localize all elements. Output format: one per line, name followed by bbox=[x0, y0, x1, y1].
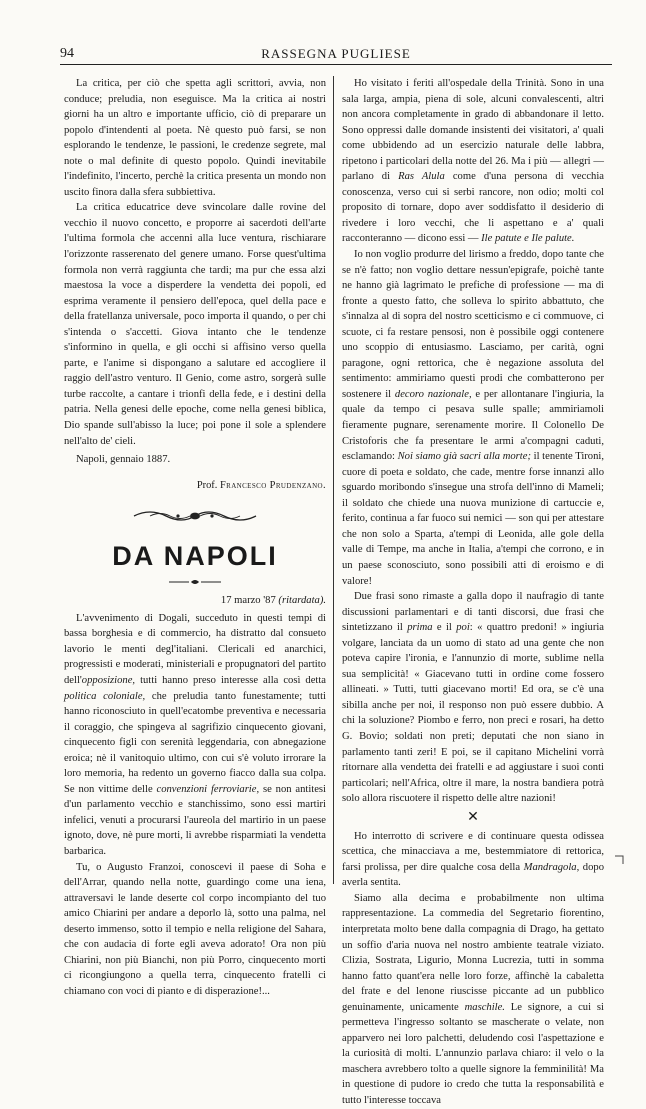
corner-mark-icon bbox=[614, 852, 624, 862]
signature-prefix: Prof. bbox=[196, 479, 218, 491]
place-date: Napoli, gennaio 1887. bbox=[76, 454, 171, 466]
column-rule bbox=[333, 76, 334, 884]
paragraph: Due frasi sono rimaste a galla dopo il naufragio di tante discussioni parlamentari e di tanti discorsi, due frasi che sintetizzano il prima e il poi: « quattro predoni! » ingiuria volgare, lanciata da un uomo di stato ad una gente che non poteva capire l'ironia, e l'annunzio di morte, sublime nella sua semplicità! « Giacevano tutti in ordine come fossero allineati. » Tutti, tutti giacevano morti! Ed ora, se c'è una sibilla anche per noi, il responso non può essere dubbio. A chi la soluzione? Piombo e ferro, non preci e rosari, ha detto G. Bovio; soldati non preti; deputati che non siano in parlamento tanti zeri! E poi, se il capitano Michelini vorrà ritornare alla vendetta dei fratelli e ad aggiustare i suoi conti particolari; nell'Africa, oltre il mare, la nostra bandiera potrà solo allora riscuotere il rispetto delle altre nazioni! bbox=[342, 591, 604, 805]
ornament-divider bbox=[64, 505, 326, 529]
paragraph: Siamo alla decima e probabilmente non ultima rappresentazione. La commedia del Segretario fiorentino, interpretata molto bene dalla compagnia di Drago, ha gettato un soffio d'aria nuova nel nostro ambiente teatrale viziato. Clizia, Sostrata, Ligurio, Monna Lucrezia, tutti in somma hanno fatto quant'era nelle loro forze, affinchè la cabaletta del frate e del lenone riuscisse piccante ad un pubblico genuinamente, unicamente maschile. Le signore, a cui si permetteva l'ingresso soltanto se mascherate o velate, non apparvero nei loro palchetti, deludendo così l'aspettazione e la curiosità di molti. L'annunzio parlava chiaro: il velo o la maschera avrebbero tolto a quelle signore la femminilità! Ma in questione di pudore io credo che tutta la responsabilità e tutto l'interesse toccava bbox=[342, 892, 604, 1106]
paragraph: Io non voglio produrre del lirismo a freddo, dopo tante che se n'è fatto; non voglio dettare nessun'epigrafe, poichè tante ne hanno già lagrimato le prefiche di professione — ma di fronte a questo fatto, che solleva lo spirito abbattuto, che s'innalza al di sopra del nostro scetticismo e ci commuove, ci scuote, ci fa restare pensosi, non è possibile oggi contenere uno scoppio di entusiasmo. Lasciamo, per carità, ogni paragone, ogni rettorica, che è negazione assoluta del sentimento: ammiriamo questi prodi che combatterono per sostenere il decoro nazionale, e per allontanare l'ingiuria, la quale da tempo ci pesava sulle spalle; ammiriamoli fieramente pugnare, serenamente morire. Il Colonello De Cristoforis che fa presentare le armi a'compagni caduti, esclamando: Noi siamo già sacri alla morte; il tenente Tironi, cuore di poeta e soldato, che cade, mentre forse innanzi allo sguardo moribondo s'insegue una strofa dell'inno di Mameli; il soldato che chiede una nuova munizione di cartuccie e, ferito, continua a far fuoco sui nemici — son qui per attestare che non solo a Sparta, a'tempi di Leonida, alle gole della valle di Tempe, ma anche in Italia, a'tempi che corrono, e in un paese sconosciuto, sono possibili atti di eroismo e di valore! bbox=[342, 249, 604, 587]
paragraph: Ho visitato i feriti all'ospedale della Trinità. Sono in una sala larga, ampia, piena di sole, alcuni convalescenti, altri non ancora completamente in grado di abbandonare il letto. Sono oppressi dalle domande insistenti dei visitatori, a' quali come ubbidendo ad un esercizio naturale delle labbra, ripetono i particolari della notte del 26. Ma i più — allegri — parlano di Ras Alula come d'una persona di vecchia conoscenza, verso cui si serbi rancore, non odio; molti col proposito di tornare, dopo aver soddisfatto il desiderio di rivedere i loro vecchi, che li aspettano e a' quali racconteranno — dicono essi — Ile patute e Ile palute. bbox=[342, 78, 604, 245]
x-divider-icon: ✕ bbox=[467, 809, 479, 825]
dateline-note: (ritardata). bbox=[278, 595, 326, 607]
section-title: DA NAPOLI bbox=[112, 541, 278, 572]
signature-name: Francesco Prudenzano. bbox=[219, 479, 326, 491]
left-column bbox=[64, 76, 326, 999]
dateline bbox=[64, 593, 326, 609]
paragraph: La critica, per ciò che spetta agli scrittori, avvia, non conduce; preludia, non eseguisce. Ma la critica ai nostri giorni ha un altro e importante ufficio, ciò di preparare un popolo d'intendenti al poeta. Nè questo può farsi, se non esplorando le tendenze, le passioni, le credenze segrete, mal note o mal definite di questo popolo. Quindi inevitabile l'indefinito, l'incerto, perchè la critica presenta un mondo non uscito finora dalla sfera subbiettiva. bbox=[64, 78, 326, 198]
paragraph: La critica educatrice deve svincolare dalle rovine del vecchio il nuovo concetto, e proporre ai sacerdoti dell'arte l'ultima formola che accenni alla luce ventura, rischiarare l'orizzonte rasserenato del genere umano. Forse quest'ultima formola non verrà raggiunta che tardi; ma pur che essa alzi maestosa la voce a disperdere la vendetta dei popoli, ed esprima veramente il pensiero dell'epoca, quel della pace e della fratellanza universale, poco importa il quando, o per chi s'intenda o s'accetti. Giova intanto che le tendenze s'informino in quella, e gli occhi si affisino verso quella parte, e l'anime si dispongano a salutare ed accogliere il raggio dell'astro venturo. Il Genio, come astro, sorgerà sulle turbe raccolte, a cantare i trionfi della fede, e i destini della patria. Nella genesi delle epoche, come nella genesi biblica, Dio spande sull'abisso la luce; poi pone il sole a splendere nell'alto de' cieli. bbox=[64, 202, 326, 447]
page-header bbox=[60, 46, 612, 65]
paragraph: L'avvenimento di Dogali, succeduto in questi tempi di bassa borghesia e di commercio, ha distratto dal consueto lavorio le menti degl'italiani. Clericali ed anarchici, progressisti e moderati, ministeriali e propugnatori del partito dell'opposizione, tutti hanno preso interesse alla così detta politica coloniale, che preludia tanto funestamente; tutti hanno riconosciuto in quell'ecatombe preventiva e necessaria il coraggio, che spingeva al sagrifizio cinquecento giovani, cinquecento figli con serenità leggendaria, con abnegazione eroica; nè il vanitoquio ultimo, con cui s'è voluto irrorare la loro memoria, ha redento un governo fiacco dalla sua colpa. Se non vittime delle convenzioni ferroviarie, se non antitesi d'un parlamento vecchio e stanchissimo, sono essi martiri infelici, venuti a procurarsi l'aureola del martirio in un paese ignoto, dove, nè pure morti, li avrebbe risparmiati la vendetta barbarica. bbox=[64, 612, 326, 857]
dateline-date: 17 marzo '87 bbox=[220, 595, 276, 607]
right-column bbox=[342, 76, 604, 1109]
paragraph: Ho interrotto di scrivere e di continuare questa odissea scettica, che minacciava a me, bestemmiatore di rettorica, farsi prolissa, per dire qualche cosa della Mandragola, dopo averla sentita. bbox=[342, 830, 604, 889]
running-title: RASSEGNA PUGLIESE bbox=[261, 46, 411, 61]
author-signature bbox=[64, 478, 326, 494]
page-number: 94 bbox=[60, 46, 74, 61]
paragraph: Tu, o Augusto Franzoi, conoscevi il paese di Soha e dell'Arrar, quando nella notte, guardingo come una iena, attraversavi le lande deserte col corpo incompianto del tuo amico Chiarini per andare a deporlo là, sotto una palma, nel deserto immenso, sotto il tempio e nella religione del Sahara, che con audacia di forte egli aveva adorato! Ora non più Chiarini, non più Bianchi, non più Porro, cinquecento morti ci ricongiungono a quella terra, cinquecento fratelli ci chiamano con voci di pianto e di disperazione!... bbox=[64, 861, 326, 997]
small-ornament bbox=[64, 577, 326, 587]
